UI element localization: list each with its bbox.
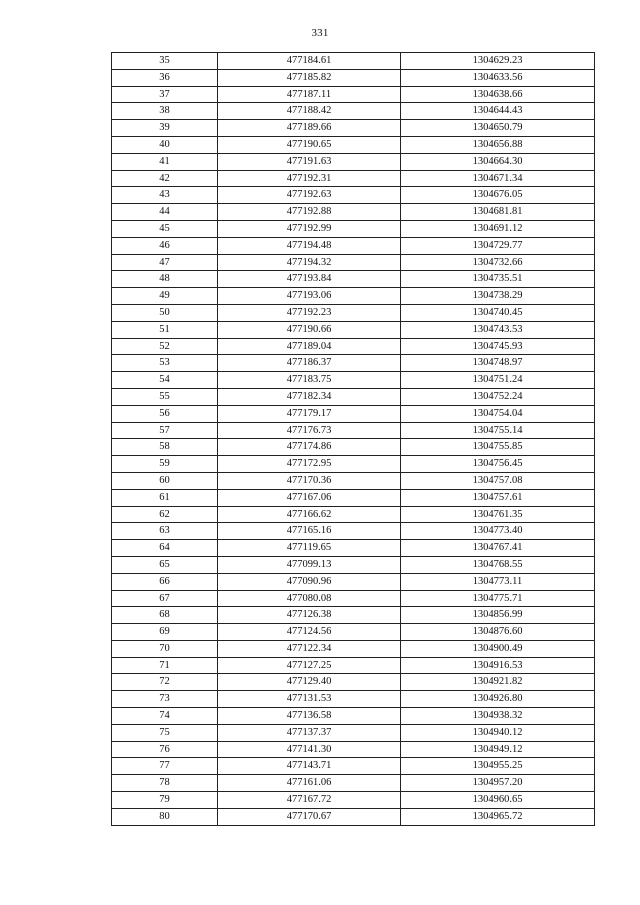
x-coordinate-cell: 477194.48 <box>218 237 401 254</box>
table-row <box>112 220 595 237</box>
point-number-cell: 68 <box>112 607 218 624</box>
y-coordinate-cell: 1304856.99 <box>401 607 595 624</box>
table-row <box>112 170 595 187</box>
point-number-cell: 56 <box>112 405 218 422</box>
y-coordinate-cell: 1304755.14 <box>401 422 595 439</box>
point-number-cell: 74 <box>112 708 218 725</box>
table-row <box>112 237 595 254</box>
x-coordinate-cell: 477167.06 <box>218 489 401 506</box>
table-row <box>112 489 595 506</box>
table-row <box>112 136 595 153</box>
x-coordinate-cell: 477188.42 <box>218 103 401 120</box>
x-coordinate-cell: 477122.34 <box>218 640 401 657</box>
y-coordinate-cell: 1304761.35 <box>401 506 595 523</box>
point-number-cell: 40 <box>112 136 218 153</box>
y-coordinate-cell: 1304757.61 <box>401 489 595 506</box>
y-coordinate-cell: 1304743.53 <box>401 321 595 338</box>
x-coordinate-cell: 477170.36 <box>218 472 401 489</box>
point-number-cell: 35 <box>112 53 218 70</box>
x-coordinate-cell: 477080.08 <box>218 590 401 607</box>
point-number-cell: 70 <box>112 640 218 657</box>
x-coordinate-cell: 477099.13 <box>218 556 401 573</box>
table-row <box>112 271 595 288</box>
x-coordinate-cell: 477192.99 <box>218 220 401 237</box>
point-number-cell: 69 <box>112 624 218 641</box>
x-coordinate-cell: 477174.86 <box>218 439 401 456</box>
table-row <box>112 540 595 557</box>
y-coordinate-cell: 1304732.66 <box>401 254 595 271</box>
y-coordinate-cell: 1304768.55 <box>401 556 595 573</box>
table-row <box>112 321 595 338</box>
y-coordinate-cell: 1304629.23 <box>401 53 595 70</box>
point-number-cell: 60 <box>112 472 218 489</box>
y-coordinate-cell: 1304940.12 <box>401 724 595 741</box>
x-coordinate-cell: 477193.84 <box>218 271 401 288</box>
y-coordinate-cell: 1304633.56 <box>401 69 595 86</box>
y-coordinate-cell: 1304757.08 <box>401 472 595 489</box>
x-coordinate-cell: 477185.82 <box>218 69 401 86</box>
x-coordinate-cell: 477143.71 <box>218 758 401 775</box>
x-coordinate-cell: 477170.67 <box>218 808 401 825</box>
point-number-cell: 41 <box>112 153 218 170</box>
table-row <box>112 439 595 456</box>
table-row <box>112 372 595 389</box>
x-coordinate-cell: 477190.66 <box>218 321 401 338</box>
point-number-cell: 57 <box>112 422 218 439</box>
table-row <box>112 120 595 137</box>
point-number-cell: 61 <box>112 489 218 506</box>
x-coordinate-cell: 477137.37 <box>218 724 401 741</box>
x-coordinate-cell: 477090.96 <box>218 573 401 590</box>
x-coordinate-cell: 477165.16 <box>218 523 401 540</box>
point-number-cell: 66 <box>112 573 218 590</box>
point-number-cell: 37 <box>112 86 218 103</box>
y-coordinate-cell: 1304960.65 <box>401 792 595 809</box>
point-number-cell: 50 <box>112 304 218 321</box>
table-row <box>112 691 595 708</box>
point-number-cell: 39 <box>112 120 218 137</box>
y-coordinate-cell: 1304754.04 <box>401 405 595 422</box>
x-coordinate-cell: 477192.23 <box>218 304 401 321</box>
y-coordinate-cell: 1304755.85 <box>401 439 595 456</box>
table-row <box>112 506 595 523</box>
point-number-cell: 49 <box>112 288 218 305</box>
y-coordinate-cell: 1304751.24 <box>401 372 595 389</box>
table-row <box>112 741 595 758</box>
table-row <box>112 388 595 405</box>
table-row <box>112 607 595 624</box>
y-coordinate-cell: 1304916.53 <box>401 657 595 674</box>
table-row <box>112 53 595 70</box>
y-coordinate-cell: 1304650.79 <box>401 120 595 137</box>
table-row <box>112 288 595 305</box>
point-number-cell: 46 <box>112 237 218 254</box>
point-number-cell: 78 <box>112 775 218 792</box>
x-coordinate-cell: 477182.34 <box>218 388 401 405</box>
table-row <box>112 153 595 170</box>
y-coordinate-cell: 1304955.25 <box>401 758 595 775</box>
y-coordinate-cell: 1304773.11 <box>401 573 595 590</box>
y-coordinate-cell: 1304752.24 <box>401 388 595 405</box>
point-number-cell: 62 <box>112 506 218 523</box>
x-coordinate-cell: 477141.30 <box>218 741 401 758</box>
y-coordinate-cell: 1304738.29 <box>401 288 595 305</box>
table-row <box>112 472 595 489</box>
table-row <box>112 624 595 641</box>
point-number-cell: 79 <box>112 792 218 809</box>
point-number-cell: 73 <box>112 691 218 708</box>
y-coordinate-cell: 1304926.80 <box>401 691 595 708</box>
y-coordinate-cell: 1304729.77 <box>401 237 595 254</box>
point-number-cell: 53 <box>112 355 218 372</box>
x-coordinate-cell: 477127.25 <box>218 657 401 674</box>
point-number-cell: 54 <box>112 372 218 389</box>
point-number-cell: 67 <box>112 590 218 607</box>
point-number-cell: 38 <box>112 103 218 120</box>
x-coordinate-cell: 477136.58 <box>218 708 401 725</box>
x-coordinate-cell: 477183.75 <box>218 372 401 389</box>
table-row <box>112 657 595 674</box>
table-row <box>112 405 595 422</box>
table-row <box>112 204 595 221</box>
page-number: 331 <box>311 27 329 39</box>
point-number-cell: 44 <box>112 204 218 221</box>
table-row <box>112 304 595 321</box>
table-row <box>112 640 595 657</box>
point-number-cell: 45 <box>112 220 218 237</box>
point-number-cell: 51 <box>112 321 218 338</box>
y-coordinate-cell: 1304638.66 <box>401 86 595 103</box>
point-number-cell: 55 <box>112 388 218 405</box>
coordinates-table-body <box>112 53 595 826</box>
y-coordinate-cell: 1304957.20 <box>401 775 595 792</box>
y-coordinate-cell: 1304671.34 <box>401 170 595 187</box>
x-coordinate-cell: 477129.40 <box>218 674 401 691</box>
x-coordinate-cell: 477189.66 <box>218 120 401 137</box>
point-number-cell: 63 <box>112 523 218 540</box>
x-coordinate-cell: 477191.63 <box>218 153 401 170</box>
table-row <box>112 103 595 120</box>
table-row <box>112 556 595 573</box>
y-coordinate-cell: 1304656.88 <box>401 136 595 153</box>
y-coordinate-cell: 1304900.49 <box>401 640 595 657</box>
x-coordinate-cell: 477189.04 <box>218 338 401 355</box>
point-number-cell: 52 <box>112 338 218 355</box>
point-number-cell: 80 <box>112 808 218 825</box>
table-row <box>112 523 595 540</box>
table-row <box>112 69 595 86</box>
table-row <box>112 724 595 741</box>
point-number-cell: 48 <box>112 271 218 288</box>
table-row <box>112 590 595 607</box>
y-coordinate-cell: 1304740.45 <box>401 304 595 321</box>
coordinates-table <box>111 52 595 826</box>
x-coordinate-cell: 477192.31 <box>218 170 401 187</box>
point-number-cell: 43 <box>112 187 218 204</box>
y-coordinate-cell: 1304745.93 <box>401 338 595 355</box>
x-coordinate-cell: 477126.38 <box>218 607 401 624</box>
y-coordinate-cell: 1304748.97 <box>401 355 595 372</box>
y-coordinate-cell: 1304767.41 <box>401 540 595 557</box>
table-row <box>112 86 595 103</box>
y-coordinate-cell: 1304775.71 <box>401 590 595 607</box>
table-row <box>112 808 595 825</box>
x-coordinate-cell: 477176.73 <box>218 422 401 439</box>
table-row <box>112 422 595 439</box>
y-coordinate-cell: 1304664.30 <box>401 153 595 170</box>
point-number-cell: 65 <box>112 556 218 573</box>
table-row <box>112 758 595 775</box>
x-coordinate-cell: 477166.62 <box>218 506 401 523</box>
x-coordinate-cell: 477184.61 <box>218 53 401 70</box>
x-coordinate-cell: 477161.06 <box>218 775 401 792</box>
table-row <box>112 254 595 271</box>
x-coordinate-cell: 477186.37 <box>218 355 401 372</box>
point-number-cell: 58 <box>112 439 218 456</box>
point-number-cell: 77 <box>112 758 218 775</box>
y-coordinate-cell: 1304681.81 <box>401 204 595 221</box>
y-coordinate-cell: 1304965.72 <box>401 808 595 825</box>
table-row <box>112 338 595 355</box>
table-row <box>112 456 595 473</box>
x-coordinate-cell: 477192.63 <box>218 187 401 204</box>
point-number-cell: 72 <box>112 674 218 691</box>
table-row <box>112 187 595 204</box>
x-coordinate-cell: 477131.53 <box>218 691 401 708</box>
table-row <box>112 573 595 590</box>
table-row <box>112 775 595 792</box>
point-number-cell: 71 <box>112 657 218 674</box>
x-coordinate-cell: 477119.65 <box>218 540 401 557</box>
point-number-cell: 47 <box>112 254 218 271</box>
table-row <box>112 708 595 725</box>
point-number-cell: 59 <box>112 456 218 473</box>
y-coordinate-cell: 1304756.45 <box>401 456 595 473</box>
y-coordinate-cell: 1304949.12 <box>401 741 595 758</box>
point-number-cell: 36 <box>112 69 218 86</box>
x-coordinate-cell: 477179.17 <box>218 405 401 422</box>
table-row <box>112 792 595 809</box>
y-coordinate-cell: 1304676.05 <box>401 187 595 204</box>
x-coordinate-cell: 477172.95 <box>218 456 401 473</box>
y-coordinate-cell: 1304644.43 <box>401 103 595 120</box>
x-coordinate-cell: 477192.88 <box>218 204 401 221</box>
table-row <box>112 674 595 691</box>
table-row <box>112 355 595 372</box>
y-coordinate-cell: 1304921.82 <box>401 674 595 691</box>
x-coordinate-cell: 477190.65 <box>218 136 401 153</box>
point-number-cell: 64 <box>112 540 218 557</box>
point-number-cell: 75 <box>112 724 218 741</box>
point-number-cell: 76 <box>112 741 218 758</box>
y-coordinate-cell: 1304773.40 <box>401 523 595 540</box>
x-coordinate-cell: 477193.06 <box>218 288 401 305</box>
y-coordinate-cell: 1304876.60 <box>401 624 595 641</box>
y-coordinate-cell: 1304691.12 <box>401 220 595 237</box>
x-coordinate-cell: 477187.11 <box>218 86 401 103</box>
x-coordinate-cell: 477167.72 <box>218 792 401 809</box>
x-coordinate-cell: 477194.32 <box>218 254 401 271</box>
point-number-cell: 42 <box>112 170 218 187</box>
y-coordinate-cell: 1304735.51 <box>401 271 595 288</box>
y-coordinate-cell: 1304938.32 <box>401 708 595 725</box>
x-coordinate-cell: 477124.56 <box>218 624 401 641</box>
